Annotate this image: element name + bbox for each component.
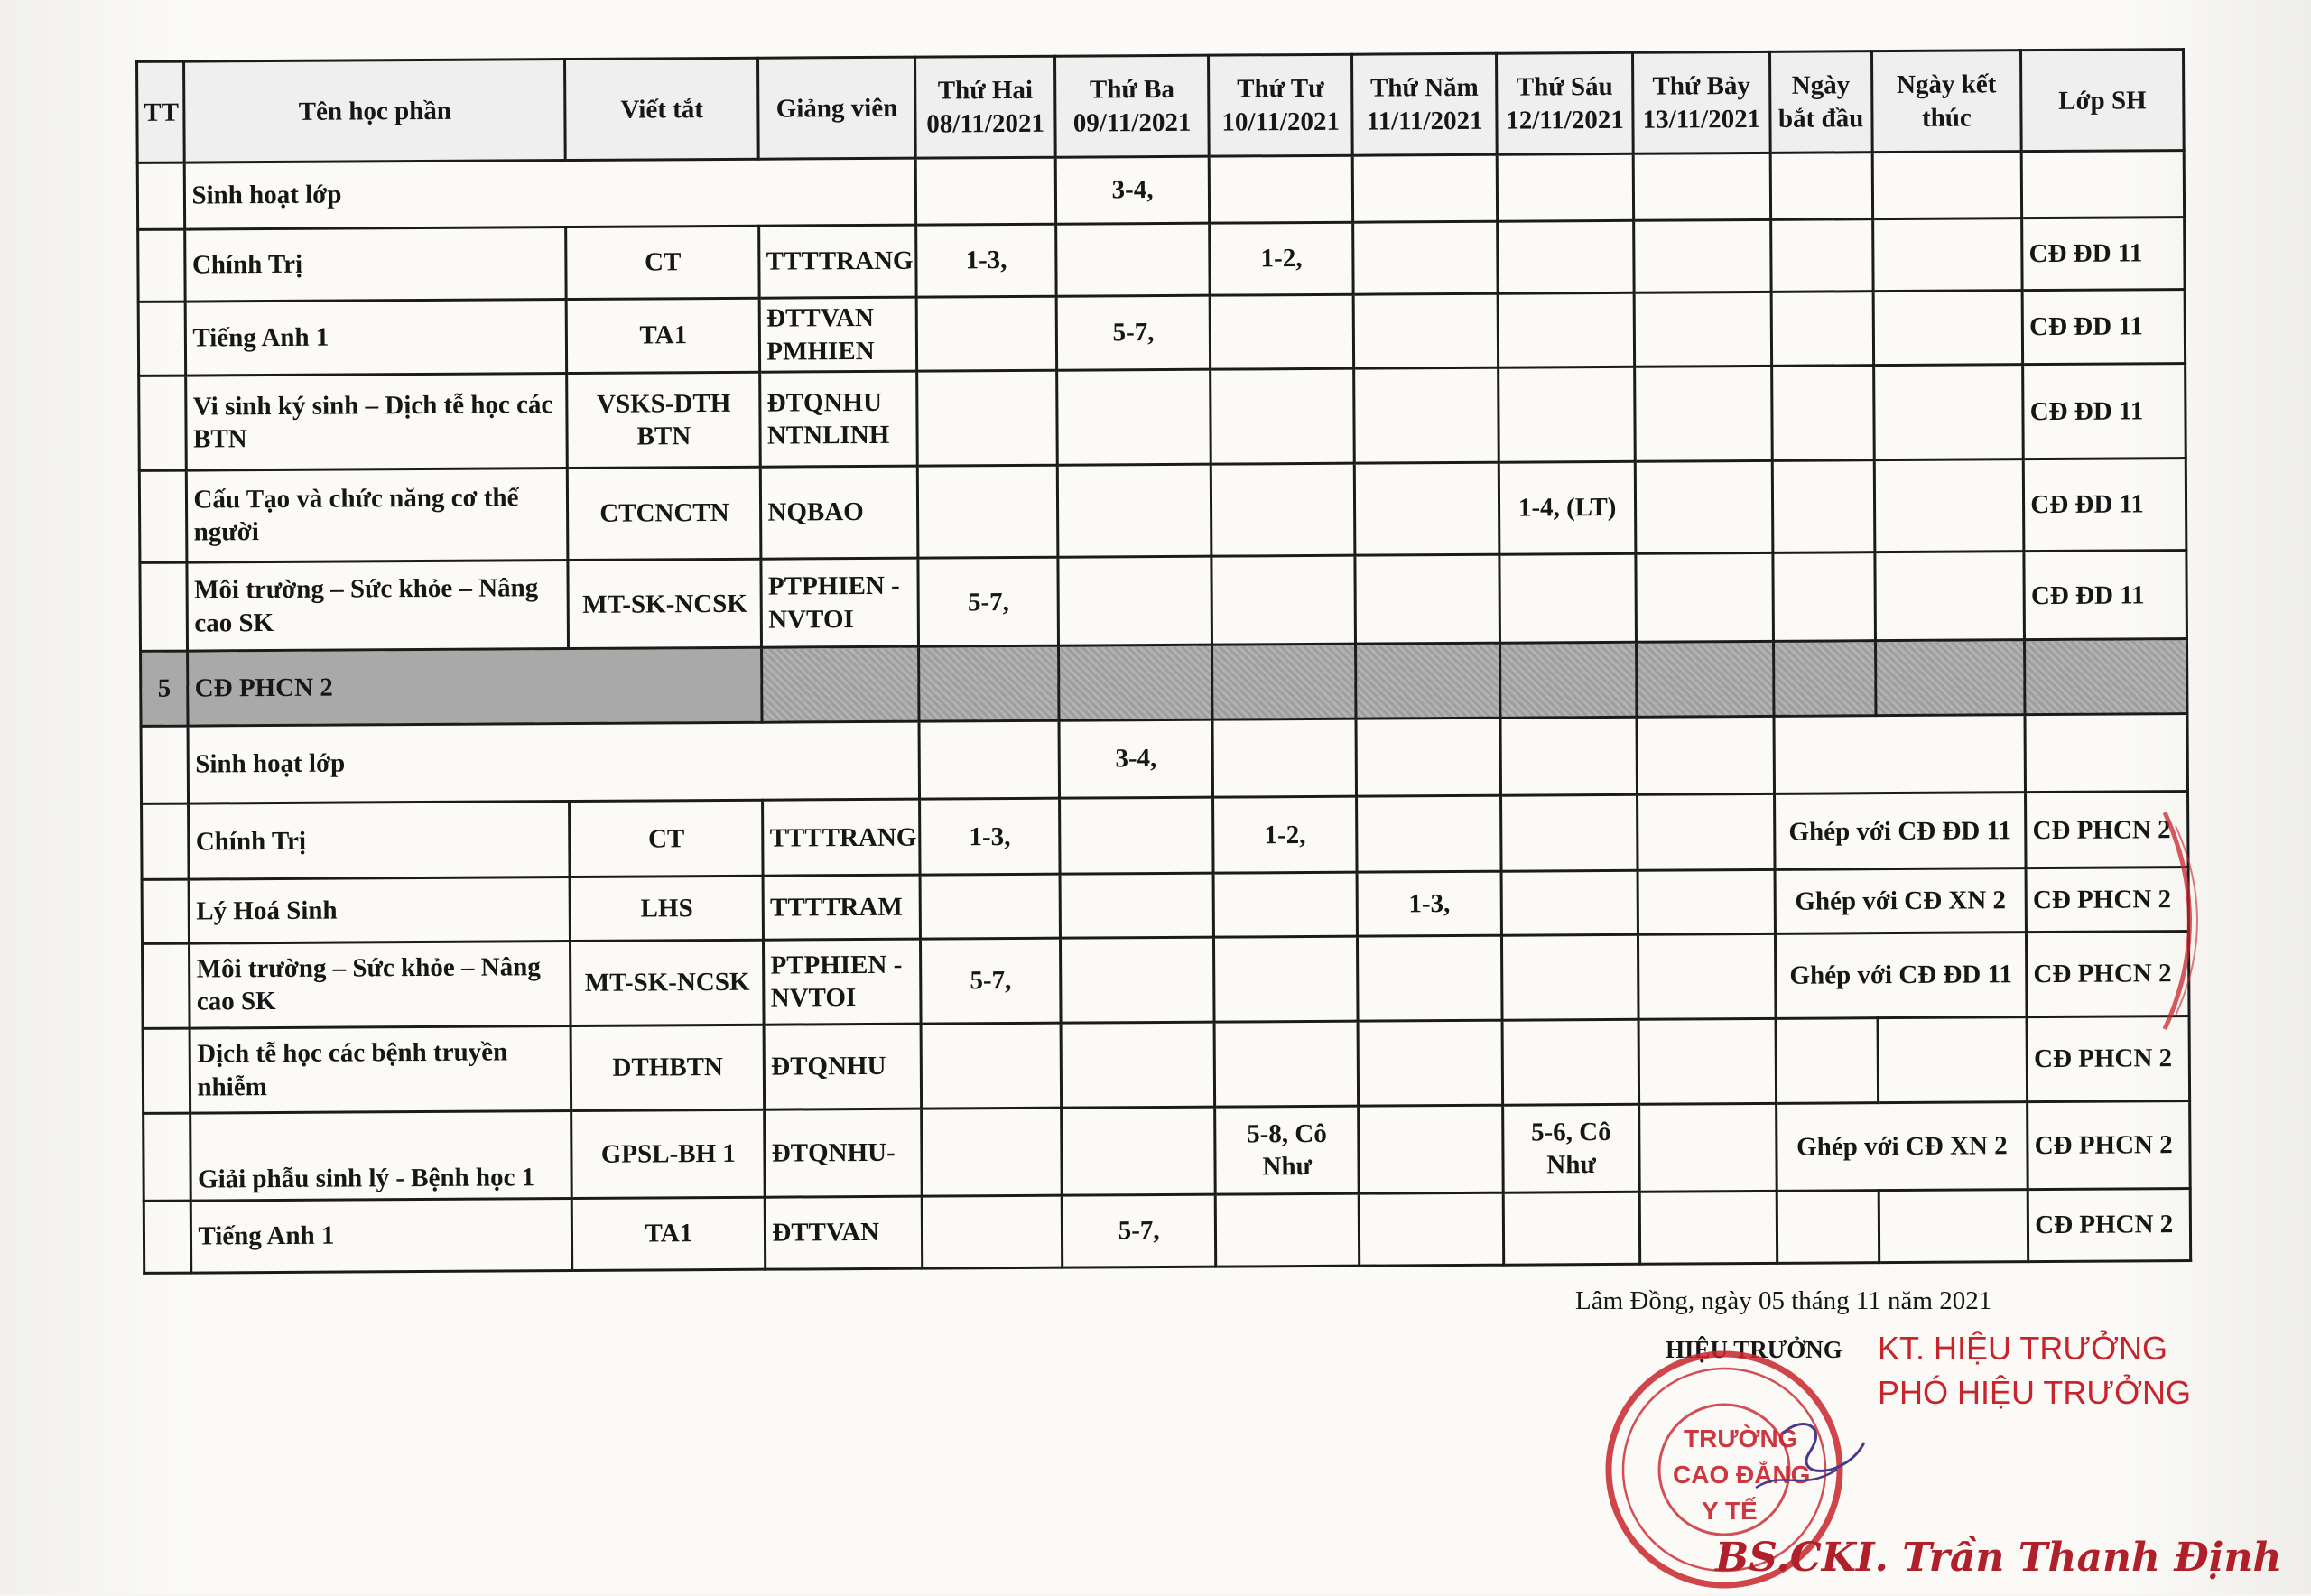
class-cell: CĐ PHCN 2: [2028, 1101, 2190, 1189]
header-cell: Thứ Tư 10/11/2021: [1208, 54, 1352, 156]
course-name-cell: Cấu Tạo và chức năng cơ thể người: [187, 468, 569, 562]
section-fill: [1356, 644, 1500, 719]
course-name-cell: Tiếng Anh 1: [191, 1198, 572, 1273]
wed-cell: [1211, 555, 1356, 645]
thu-cell: [1357, 795, 1501, 872]
fri-cell: [1503, 1192, 1640, 1265]
wed-cell: [1213, 936, 1358, 1022]
course-name-cell: Môi trường – Sức khỏe – Nâng cao SK: [187, 561, 568, 652]
table-row: [144, 1188, 2190, 1273]
section-fill: [1499, 643, 1637, 718]
start-cell: [1770, 153, 1872, 219]
lecturer-cell: ĐTTVAN: [766, 1196, 923, 1269]
sat-cell: [1637, 716, 1774, 794]
end-cell: [1872, 152, 2022, 218]
header-cell: Thứ Ba 09/11/2021: [1055, 55, 1209, 157]
header-cell: Ngày kết thúc: [1871, 51, 2021, 153]
tue-cell: [1061, 937, 1214, 1023]
abbr-cell: TA1: [572, 1197, 766, 1271]
fri-cell: [1499, 553, 1637, 643]
mon-cell: [916, 296, 1057, 371]
svg-text:Y TẾ: Y TẾ: [1702, 1497, 1758, 1525]
mon-cell: 1-3,: [916, 224, 1057, 297]
course-name-cell: Giải phẫu sinh lý - Bệnh học 1: [190, 1111, 571, 1201]
fri-cell: [1497, 154, 1634, 221]
mon-cell: [922, 1195, 1063, 1268]
header-cell: Lớp SH: [2021, 50, 2184, 153]
class-cell: CĐ PHCN 2: [2026, 792, 2188, 868]
fri-cell: [1502, 1019, 1639, 1105]
table-row: [139, 364, 2186, 470]
tt-cell: [140, 562, 188, 652]
tue-cell: 3-4,: [1059, 719, 1212, 798]
lecturer-cell: PTPHIEN - NVTOI: [761, 558, 918, 647]
place-date: Lâm Đồng, ngày 05 tháng 11 năm 2021: [1575, 1286, 1992, 1315]
course-name-cell: Chính Trị: [185, 227, 566, 302]
sat-cell: [1638, 793, 1775, 870]
table-row: [138, 290, 2185, 376]
lecturer-cell: TTTTRAM: [763, 875, 920, 939]
thu-cell: [1353, 221, 1498, 294]
wed-cell: [1211, 463, 1355, 556]
end-cell: [1872, 218, 2022, 291]
sat-cell: [1634, 292, 1771, 367]
tt-cell: [143, 1028, 190, 1114]
class-cell: CĐ PHCN 2: [2027, 1016, 2189, 1101]
fri-cell: [1501, 934, 1638, 1020]
side-stamp-icon: [2156, 803, 2219, 1038]
fri-cell: [1501, 871, 1638, 935]
wed-cell: [1215, 1193, 1360, 1267]
abbr-cell: GPSL-BH 1: [571, 1109, 766, 1198]
end-cell: [1874, 459, 2024, 552]
thu-cell: [1355, 554, 1499, 644]
section-fill: [1059, 645, 1212, 720]
table-header-row: [137, 50, 2185, 163]
tue-cell: [1060, 873, 1213, 937]
thu-cell: [1356, 718, 1500, 796]
abbr-cell: DTHBTN: [571, 1025, 765, 1111]
tt-cell: [141, 726, 189, 804]
merged-cell: Ghép với CĐ XN 2: [1776, 1102, 2028, 1191]
wed-cell: [1210, 294, 1354, 369]
mon-cell: [915, 158, 1056, 225]
sat-cell: [1638, 1018, 1776, 1104]
table-row: [137, 151, 2184, 229]
section-row: [141, 639, 2187, 726]
tue-cell: [1060, 797, 1213, 874]
start-cell: [1770, 218, 1873, 292]
tt-cell: [138, 229, 186, 302]
thu-cell: [1359, 1105, 1503, 1192]
mon-cell: [917, 465, 1058, 558]
tue-cell: [1058, 556, 1211, 645]
abbr-cell: CTCNCTN: [568, 467, 762, 561]
svg-text:CAO ĐẲNG: CAO ĐẲNG: [1673, 1461, 1811, 1489]
table-row: [140, 551, 2187, 652]
end-cell: [1879, 1189, 2028, 1262]
section-number: 5: [141, 651, 189, 726]
wed-cell: [1212, 719, 1357, 797]
mon-cell: 1-3,: [919, 798, 1060, 875]
table-row: [142, 931, 2189, 1028]
abbr-cell: LHS: [570, 876, 763, 941]
course-name-cell: Sinh hoạt lớp: [189, 721, 920, 803]
lecturer-cell: ĐTQNHU-: [765, 1109, 922, 1196]
end-cell: [1873, 365, 2023, 459]
tue-cell: 5-7,: [1063, 1194, 1216, 1267]
tue-cell: 3-4,: [1056, 157, 1210, 224]
header-cell: Thứ Hai 08/11/2021: [914, 56, 1055, 158]
header-cell: TT: [137, 61, 185, 163]
thu-cell: [1353, 155, 1498, 222]
start-cell: [1776, 1018, 1879, 1104]
abbr-cell: MT-SK-NCSK: [571, 940, 765, 1026]
merged-cell: Ghép với CĐ XN 2: [1775, 868, 2027, 933]
section-fill: [762, 647, 919, 722]
section-title: CĐ PHCN 2: [188, 648, 762, 726]
header-cell: Viết tắt: [565, 58, 759, 161]
table-row: [144, 1101, 2191, 1201]
tt-cell: [144, 1113, 191, 1201]
schedule-table: [135, 48, 2192, 1275]
wed-cell: [1214, 1021, 1359, 1107]
course-name-cell: Chính Trị: [189, 801, 570, 879]
tt-cell: [139, 376, 187, 470]
merged-cell: [1774, 714, 2026, 793]
mon-cell: 5-7,: [920, 938, 1061, 1024]
vice-line: PHÓ HIỆU TRƯỞNG: [1878, 1373, 2191, 1411]
wed-cell: [1211, 368, 1355, 463]
start-cell: [1771, 366, 1874, 460]
class-cell: CĐ ĐD 11: [2024, 551, 2186, 640]
fri-cell: [1498, 220, 1635, 293]
abbr-cell: MT-SK-NCSK: [568, 559, 762, 649]
section-fill: [918, 646, 1059, 721]
lecturer-cell: ĐTQNHU NTNLINH: [760, 371, 917, 466]
signer-name: BS.CKI. Trần Thanh Định: [1715, 1535, 2282, 1581]
course-name-cell: Môi trường – Sức khỏe – Nâng cao SK: [190, 941, 571, 1028]
end-cell: [1878, 1017, 2028, 1103]
table-row: [141, 713, 2187, 803]
start-cell: [1773, 552, 1876, 642]
section-fill: [1875, 640, 2025, 715]
class-cell: [2025, 713, 2187, 792]
start-cell: [1771, 292, 1874, 367]
table-row: [138, 217, 2185, 302]
header-cell: Giảng viên: [758, 57, 915, 159]
fri-cell: [1499, 367, 1636, 462]
mon-cell: [920, 874, 1061, 938]
course-name-cell: Lý Hoá Sinh: [190, 877, 571, 943]
mon-cell: [919, 720, 1060, 799]
tue-cell: [1058, 464, 1211, 557]
mon-cell: 5-7,: [918, 557, 1059, 646]
thu-cell: [1354, 367, 1499, 462]
course-name-cell: Vi sinh ký sinh – Dịch tễ học các BTN: [186, 374, 568, 470]
lecturer-cell: TTTTRANG: [763, 799, 920, 876]
abbr-cell: VSKS-DTH BTN: [567, 372, 761, 468]
course-name-cell: Tiếng Anh 1: [186, 299, 567, 376]
tue-cell: [1057, 369, 1211, 464]
class-cell: CĐ ĐD 11: [2022, 290, 2185, 365]
tue-cell: 5-7,: [1057, 295, 1211, 370]
mon-cell: [922, 1108, 1063, 1195]
abbr-cell: TA1: [567, 298, 760, 374]
class-cell: CĐ ĐD 11: [2024, 458, 2186, 551]
thu-cell: [1360, 1192, 1504, 1266]
svg-text:TRƯỜNG: TRƯỜNG: [1684, 1424, 1798, 1452]
table-row: [142, 792, 2188, 880]
mon-cell: [921, 1023, 1062, 1109]
thu-cell: [1354, 293, 1499, 368]
course-name-cell: Sinh hoạt lớp: [185, 159, 916, 229]
sat-cell: [1639, 1191, 1777, 1264]
thu-cell: [1358, 935, 1502, 1021]
section-fill: [2025, 639, 2187, 714]
tt-cell: [137, 163, 185, 230]
fri-cell: 5-6, Cô Như: [1503, 1105, 1640, 1192]
signature-title: [1878, 1327, 2191, 1415]
header-cell: Tên học phần: [184, 60, 566, 163]
sat-cell: [1635, 367, 1772, 461]
wed-cell: 1-2,: [1212, 796, 1357, 873]
tue-cell: [1061, 1022, 1214, 1108]
class-cell: CĐ ĐD 11: [2023, 364, 2186, 459]
fri-cell: 1-4, (LT): [1499, 461, 1636, 554]
section-fill: [1211, 645, 1356, 719]
sat-cell: [1634, 219, 1771, 292]
signature-role: HIỆU TRƯỞNG: [1666, 1336, 1842, 1363]
lecturer-cell: PTPHIEN - NVTOI: [764, 939, 921, 1025]
tt-cell: [144, 1201, 191, 1274]
lecturer-cell: ĐTTVAN PMHIEN: [760, 297, 917, 372]
lecturer-cell: TTTTRANG: [759, 225, 916, 298]
mon-cell: [917, 370, 1058, 465]
sat-cell: [1638, 870, 1775, 934]
fri-cell: [1500, 794, 1638, 871]
header-cell: Ngày bắt đầu: [1769, 51, 1872, 153]
lecturer-cell: NQBAO: [761, 466, 918, 559]
end-cell: [1875, 552, 2025, 641]
merged-cell: Ghép với CĐ ĐD 11: [1774, 793, 2026, 870]
header-cell: Thứ Sáu 12/11/2021: [1496, 52, 1633, 154]
sat-cell: [1636, 552, 1773, 642]
sat-cell: [1633, 153, 1770, 220]
tt-cell: [138, 302, 186, 376]
class-cell: CĐ PHCN 2: [2027, 931, 2189, 1016]
abbr-cell: CT: [566, 226, 759, 300]
tt-cell: [142, 803, 190, 880]
tue-cell: [1062, 1107, 1215, 1194]
sat-cell: [1638, 933, 1776, 1019]
tt-cell: [139, 470, 187, 563]
abbr-cell: CT: [570, 800, 763, 877]
tt-cell: [142, 943, 190, 1029]
sat-cell: [1636, 460, 1773, 553]
table-row: [139, 458, 2186, 562]
wed-cell: [1209, 156, 1353, 223]
thu-cell: 1-3,: [1357, 872, 1501, 936]
wed-cell: [1213, 872, 1358, 936]
class-cell: CĐ PHCN 2: [2026, 868, 2188, 932]
fri-cell: [1500, 717, 1638, 795]
section-fill: [1637, 642, 1774, 717]
lecturer-cell: ĐTQNHU: [764, 1024, 921, 1109]
table-row: [143, 1016, 2190, 1113]
merged-cell: Ghép với CĐ ĐD 11: [1775, 932, 2027, 1018]
thu-cell: [1355, 462, 1499, 555]
thu-cell: [1358, 1020, 1502, 1106]
class-cell: [2021, 151, 2184, 218]
start-cell: [1777, 1190, 1879, 1263]
tt-cell: [142, 879, 190, 943]
start-cell: [1772, 459, 1875, 552]
header-cell: Thứ Bảy 13/11/2021: [1633, 51, 1770, 153]
fri-cell: [1498, 292, 1635, 367]
course-name-cell: Dịch tễ học các bệnh truyền nhiễm: [190, 1025, 571, 1113]
kt-line: KT. HIỆU TRƯỞNG: [1878, 1330, 2167, 1367]
class-cell: CĐ ĐD 11: [2022, 217, 2185, 290]
sat-cell: [1639, 1104, 1777, 1192]
tue-cell: [1056, 223, 1210, 296]
section-fill: [1773, 641, 1876, 716]
wed-cell: 1-2,: [1210, 222, 1354, 295]
wed-cell: 5-8, Cô Như: [1215, 1106, 1360, 1193]
class-cell: CĐ PHCN 2: [2028, 1188, 2190, 1262]
header-cell: Thứ Năm 11/11/2021: [1352, 53, 1497, 155]
end-cell: [1873, 291, 2023, 366]
